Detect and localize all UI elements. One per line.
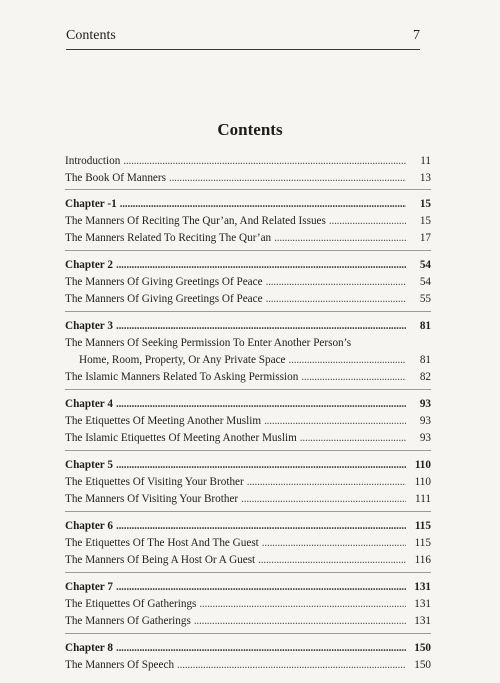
- toc-group-chapter-8: [65, 640, 431, 677]
- toc-group-chapter-5: [65, 457, 431, 512]
- chapter-heading[interactable]: Chapter 5 . . . 110: [65, 457, 431, 474]
- chapter-heading[interactable]: Chapter 8 . . . 150: [65, 640, 431, 657]
- toc-entry[interactable]: Introduction . . . 11: [65, 153, 431, 170]
- toc-entry-continuation[interactable]: Home, Room, Property, Or Any Private Space . . . 81: [65, 352, 431, 369]
- toc-group-chapter-6: [65, 518, 431, 573]
- toc-entry[interactable]: The Etiquettes Of The Host And The Guest . . . 115: [65, 535, 431, 552]
- toc-entry[interactable]: The Manners Of Reciting The Qur’an, And Related Issues . . . 15: [65, 213, 431, 230]
- toc-entry[interactable]: The Etiquettes Of Visiting Your Brother . . . 110: [65, 474, 431, 491]
- toc-entry-first-line[interactable]: The Manners Of Seeking Permission To Enter Another Person’s: [65, 337, 352, 349]
- page-number: 7: [413, 28, 420, 43]
- toc-entry[interactable]: The Manners Of Speech . . . 150: [65, 657, 431, 674]
- toc-entry[interactable]: The Manners Of Visiting Your Brother . . . 111: [65, 491, 431, 508]
- toc-entry[interactable]: The Manners Of Being A Host Or A Guest . . . 116: [65, 552, 431, 569]
- toc-entry[interactable]: The Manners Of Giving Greetings Of Peace . . . 55: [65, 291, 431, 308]
- toc-entry[interactable]: The Islamic Etiquettes Of Meeting Another Muslim . . . 93: [65, 430, 431, 447]
- toc-entry[interactable]: The Islamic Manners Related To Asking Permission . . . 82: [65, 369, 431, 386]
- toc-group-chapter-3: [65, 318, 431, 390]
- toc-group-chapter-1: [65, 196, 431, 251]
- running-title: Contents: [66, 28, 116, 43]
- chapter-heading[interactable]: Chapter 6 . . . 115: [65, 518, 431, 535]
- toc-entry[interactable]: The Manners Related To Reciting The Qur’an . . . 17: [65, 230, 431, 247]
- page-title: Contents: [217, 120, 283, 139]
- toc-group-chapter-7: [65, 579, 431, 634]
- chapter-heading[interactable]: Chapter 2 . . . 54: [65, 257, 431, 274]
- chapter-heading[interactable]: Chapter -1 . . . 15: [65, 196, 431, 213]
- running-header: [66, 28, 420, 44]
- toc-group-chapter-4: [65, 396, 431, 451]
- chapter-heading[interactable]: Chapter 3 . . . 81: [65, 318, 431, 335]
- toc-group-front-matter: [65, 153, 431, 190]
- chapter-heading[interactable]: Chapter 4 . . . 93: [65, 396, 431, 413]
- toc-group-chapter-2: [65, 257, 431, 312]
- chapter-heading[interactable]: Chapter 7 . . . 131: [65, 579, 431, 596]
- header-rule: [66, 49, 420, 50]
- toc-entry[interactable]: The Manners Of Gatherings . . . 131: [65, 613, 431, 630]
- toc-entry[interactable]: The Manners Of Giving Greetings Of Peace . . . 54: [65, 274, 431, 291]
- table-of-contents: [65, 153, 431, 683]
- toc-entry[interactable]: The Etiquettes Of Gatherings . . . 131: [65, 596, 431, 613]
- toc-entry[interactable]: The Book Of Manners . . . 13: [65, 170, 431, 187]
- toc-entry[interactable]: The Etiquettes Of Meeting Another Muslim . . . 93: [65, 413, 431, 430]
